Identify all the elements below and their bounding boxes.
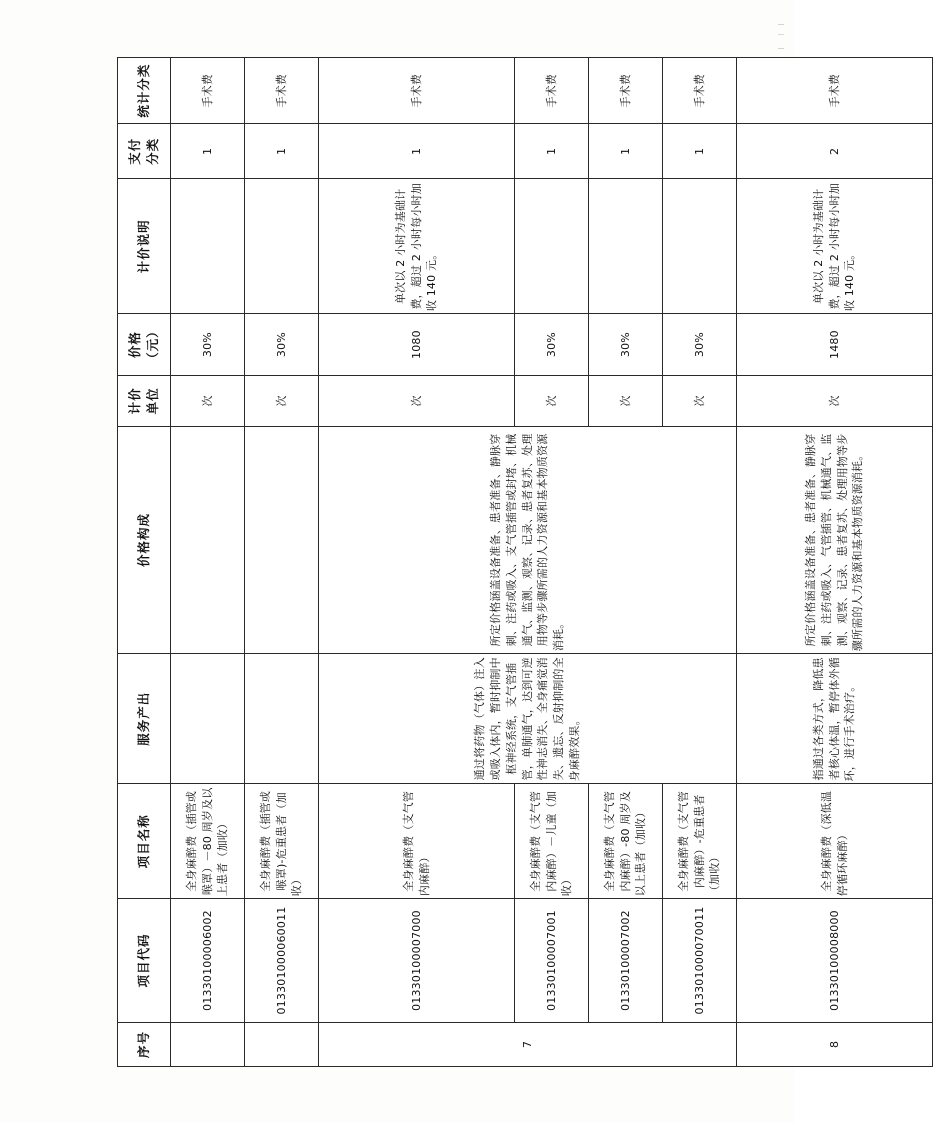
- cell-project-code: 01330100006002: [171, 898, 245, 1022]
- cell-project-name: 全身麻醉费（插管或喉罩)-危重患者（加收）: [245, 783, 319, 898]
- cell-statistics-category: 手术费: [171, 57, 245, 123]
- rotated-table-container: [117, 57, 865, 1067]
- header-price-line2: （元）: [145, 323, 160, 365]
- cell-project-code: 01330100008000: [737, 898, 933, 1022]
- cell-statistics-category: 手术费: [319, 57, 515, 123]
- table-header-row: [118, 57, 171, 1066]
- cell-pricing-unit: 次: [245, 375, 319, 426]
- cell-price-composition: [245, 426, 319, 653]
- cell-price-composition: [171, 426, 245, 653]
- cell-project-name: 全身麻醉费（支气管内麻醉）－儿童（加收）: [515, 783, 589, 898]
- header-payment-line2: 分类: [145, 137, 160, 165]
- cell-project-name: 全身麻醉费（支气管内麻醉）-危重患者（加收）: [663, 783, 737, 898]
- cell-pricing-unit: 次: [663, 375, 737, 426]
- cell-project-code: 01330100007000: [319, 898, 515, 1022]
- cell-project-name: 全身麻醉费（深低温停循环麻醉）: [737, 783, 933, 898]
- cell-pricing-unit: 次: [737, 375, 933, 426]
- cell-price: 30%: [589, 313, 663, 375]
- table-body: [171, 57, 933, 1066]
- cell-pricing-unit: 次: [589, 375, 663, 426]
- cell-price-composition: 所定价格涵盖设备准备、患者准备、静脉穿刺、注药或吸入、气管插管、机械通气、监测、观察、记录、患者复苏、处理用物等步骤所需的人力资源和基本物质资源消耗。: [737, 426, 933, 653]
- cell-pricing-unit: 次: [319, 375, 515, 426]
- cell-service-output: [245, 653, 319, 783]
- cell-seq: 7: [319, 1022, 737, 1066]
- cell-statistics-category: 手术费: [245, 57, 319, 123]
- cell-project-code: 013301000060011: [245, 898, 319, 1022]
- header-composition: 价格构成: [118, 426, 171, 653]
- header-description: 计价说明: [118, 179, 171, 314]
- header-payment: [118, 123, 171, 178]
- cell-statistics-category: 手术费: [589, 57, 663, 123]
- cell-payment-category: 1: [319, 123, 515, 178]
- cell-statistics-category: 手术费: [515, 57, 589, 123]
- cell-price: 30%: [663, 313, 737, 375]
- cell-statistics-category: 手术费: [663, 57, 737, 123]
- cell-service-output: 通过将药物（气体）注入或吸入体内，暂时抑制中枢神经系统，支气管插管，单肺通气，达到可逆性神志消失、全身痛觉消失、遗忘、反射抑制的全身麻醉效果。: [319, 653, 737, 783]
- cell-service-output: 指通过各类方式，降低患者核心体温，暂停体外循环，进行手术治疗。: [737, 653, 933, 783]
- cell-seq: 8: [737, 1022, 933, 1066]
- cell-pricing-description: 单次以 2 小时为基础计费，超过 2 小时每小时加收 140 元。: [319, 179, 515, 314]
- cell-payment-category: 1: [515, 123, 589, 178]
- cell-project-name: 全身麻醉费（支气管内麻醉）-80 周岁及以上患者（加收）: [589, 783, 663, 898]
- cell-pricing-description: 单次以 2 小时为基础计费，超过 2 小时每小时加收 140 元。: [737, 179, 933, 314]
- cell-pricing-description: [589, 179, 663, 314]
- cell-price: 30%: [171, 313, 245, 375]
- cell-pricing-unit: 次: [515, 375, 589, 426]
- cell-price: 1480: [737, 313, 933, 375]
- table-row: [319, 57, 515, 1066]
- cell-seq: [245, 1022, 319, 1066]
- table-row: [171, 57, 245, 1066]
- cell-payment-category: 1: [171, 123, 245, 178]
- header-statistics: 统计分类: [118, 57, 171, 123]
- cell-pricing-description: [245, 179, 319, 314]
- header-unit: [118, 375, 171, 426]
- cell-pricing-description: [515, 179, 589, 314]
- header-seq: 序号: [118, 1022, 171, 1066]
- cell-pricing-description: [663, 179, 737, 314]
- header-name: 项目名称: [118, 783, 171, 898]
- cell-project-name: 全身麻醉费（插管或喉罩）－80 周岁及以上患者（加收）: [171, 783, 245, 898]
- header-output: 服务产出: [118, 653, 171, 783]
- cell-service-output: [171, 653, 245, 783]
- cell-project-code: 01330100007001: [515, 898, 589, 1022]
- header-price: [118, 313, 171, 375]
- cell-project-name: 全身麻醉费（支气管内麻醉）: [319, 783, 515, 898]
- header-unit-line1: 计价: [126, 386, 142, 414]
- header-unit-line2: 单位: [145, 386, 160, 414]
- cell-payment-category: 1: [663, 123, 737, 178]
- cell-price: 30%: [515, 313, 589, 375]
- cell-payment-category: 1: [589, 123, 663, 178]
- cell-price: 1080: [319, 313, 515, 375]
- cell-payment-category: 1: [245, 123, 319, 178]
- cell-pricing-unit: 次: [171, 375, 245, 426]
- cell-seq: [171, 1022, 245, 1066]
- cell-payment-category: 2: [737, 123, 933, 178]
- cell-statistics-category: 手术费: [737, 57, 933, 123]
- cell-project-code: 013301000070011: [663, 898, 737, 1022]
- table-row: [245, 57, 319, 1066]
- table-row: [737, 57, 933, 1066]
- header-payment-line1: 支付: [126, 137, 142, 165]
- header-code: 项目代码: [118, 898, 171, 1022]
- cell-price: 30%: [245, 313, 319, 375]
- cell-price-composition: 所定价格涵盖设备准备、患者准备、静脉穿刺、注药或吸入、支气管插管或封堵、机械通气、监测、观察、记录、患者复苏、处理用物等步骤所需的人力资源和基本物质资源消耗。: [319, 426, 737, 653]
- cell-pricing-description: [171, 179, 245, 314]
- header-price-line1: 价格: [126, 330, 142, 358]
- cell-project-code: 01330100007002: [589, 898, 663, 1022]
- pricing-table: [117, 57, 933, 1067]
